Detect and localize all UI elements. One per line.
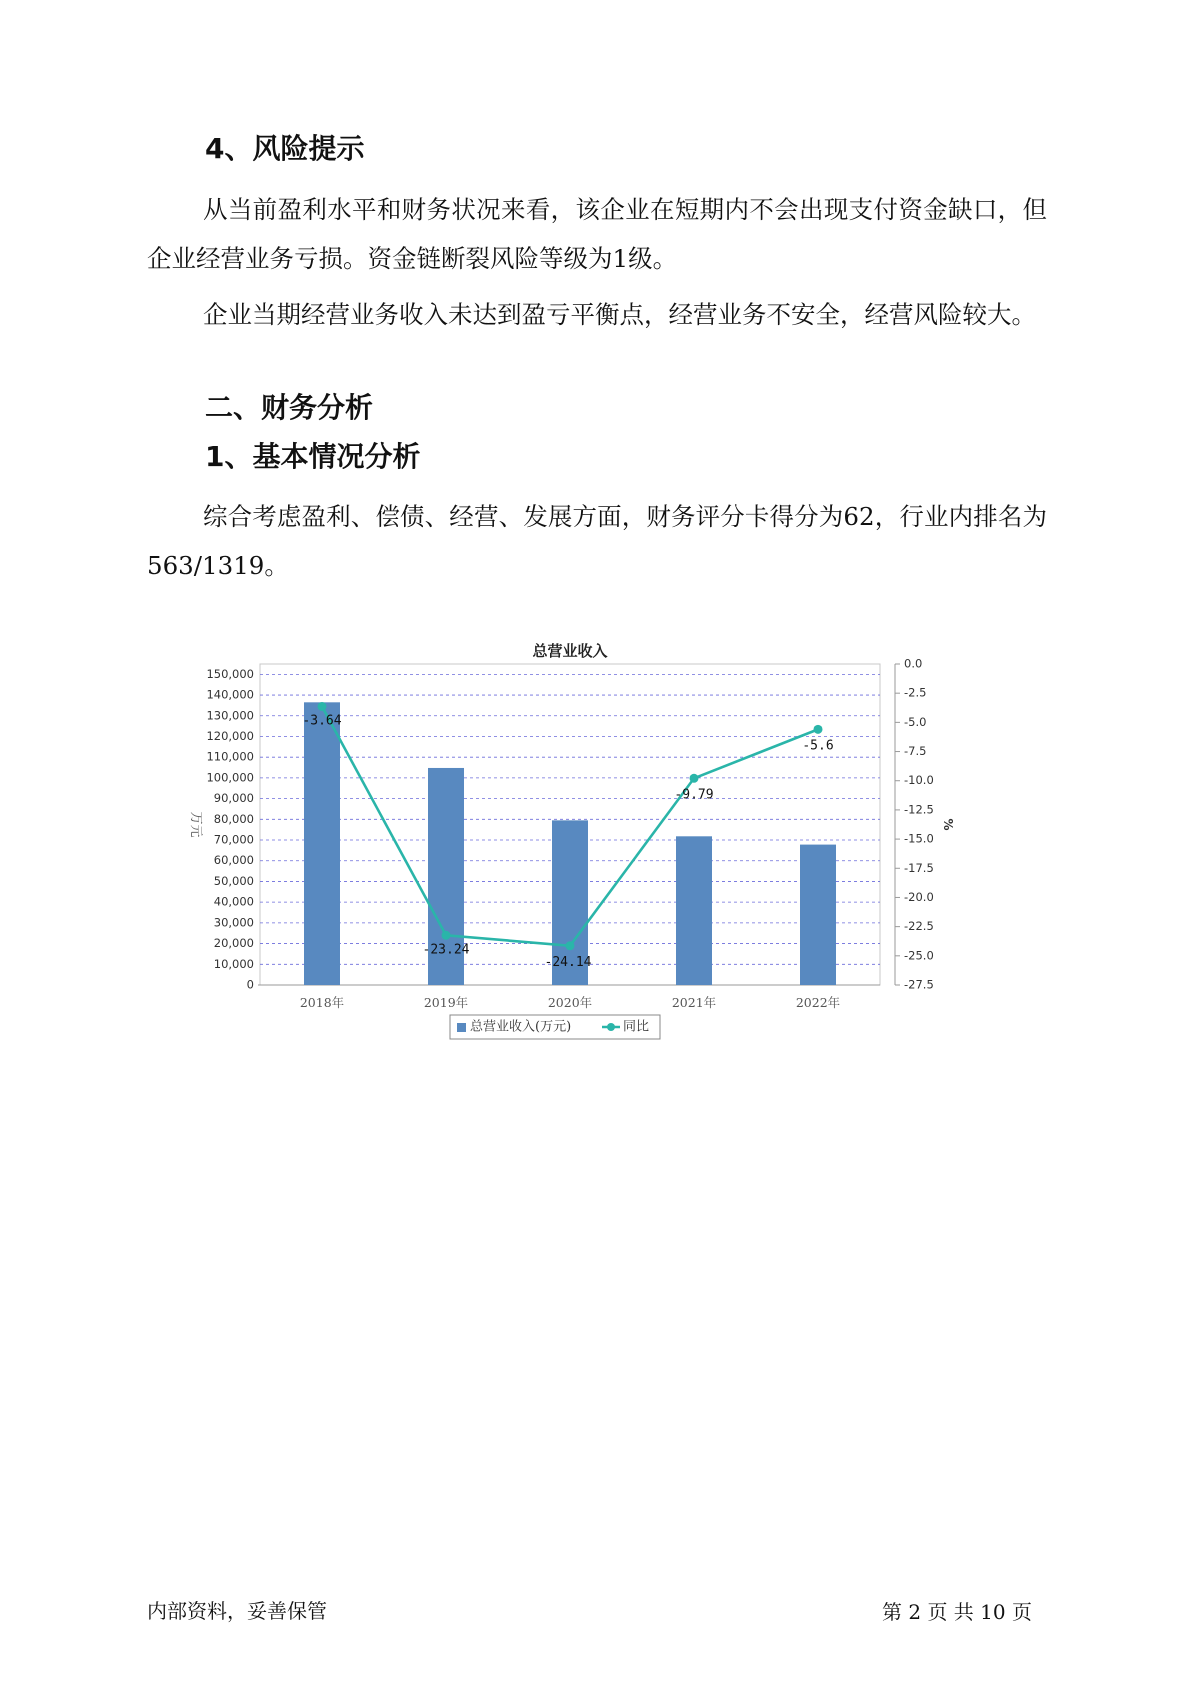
yoy-data-label: -9.79 [674,787,714,803]
y-tick-label: 50,000 [213,873,254,888]
y-tick-label: 140,000 [206,687,254,702]
basic-analysis-heading: 1、基本情况分析 [205,440,421,473]
yoy-data-label: -24.14 [544,954,592,970]
y-tick-label: 100,000 [206,770,254,785]
revenue-chart [180,640,980,1100]
y2-tick-label: -22.5 [904,919,934,934]
revenue-bar [304,702,340,985]
y2-tick-label: -17.5 [904,860,934,875]
y-axis-title: 万元 [188,811,203,838]
y-tick-label: 40,000 [213,894,254,909]
y2-tick-label: -7.5 [904,744,927,759]
y-tick-label: 90,000 [213,791,254,806]
revenue-bar [800,845,836,985]
y2-tick-label: -15.0 [904,831,934,846]
y2-tick-label: 0.0 [904,656,923,671]
footer-page-number: 第 2 页 共 10 页 [882,1600,1032,1624]
y2-tick-label: -10.0 [904,773,934,788]
yoy-point [814,725,823,734]
x-tick-label: 2019年 [423,995,469,1010]
risk-paragraph-1: 从当前盈利水平和财务状况来看，该企业在短期内不会出现支付资金缺口，但企业经营业务亏损。资金链断裂风险等级为1级。 [147,195,1047,273]
y-tick-label: 150,000 [206,666,254,681]
chart-title: 总营业收入 [532,642,608,661]
legend-line-marker [607,1023,615,1031]
y-tick-label: 10,000 [213,956,254,971]
risk-paragraph-2: 企业当期经营业务收入未达到盈亏平衡点，经营业务不安全，经营风险较大。 [203,300,1036,329]
y2-tick-label: -5.0 [904,714,927,729]
legend-bar-label: 总营业收入(万元) [470,1019,572,1035]
yoy-point [318,702,327,711]
yoy-point [442,931,451,940]
yoy-data-label: -5.6 [802,738,834,754]
yoy-data-label: -23.24 [422,942,470,958]
y-tick-label: 70,000 [213,832,254,847]
finance-analysis-heading: 二、财务分析 [205,391,374,424]
legend-bar-swatch [457,1023,466,1032]
y2-tick-label: -20.0 [904,889,934,904]
y-tick-label: 60,000 [213,853,254,868]
x-tick-label: 2020年 [547,995,593,1010]
yoy-data-label: -3.64 [302,713,342,729]
y-tick-label: 80,000 [213,811,254,826]
y-tick-label: 0 [246,977,254,992]
yoy-point [690,774,699,783]
legend-line-label: 同比 [623,1019,650,1035]
y2-tick-label: -12.5 [904,802,934,817]
x-tick-label: 2022年 [795,995,841,1010]
y-tick-label: 20,000 [213,936,254,951]
x-tick-label: 2018年 [299,995,345,1010]
basic-analysis-paragraph: 综合考虑盈利、偿债、经营、发展方面，财务评分卡得分为62，行业内排名为563/1319。 [147,502,1047,580]
revenue-chart-svg [180,640,980,1100]
y-tick-label: 110,000 [206,749,254,764]
footer-confidential-note: 内部资料，妥善保管 [147,1599,327,1623]
revenue-bar [676,836,712,985]
yoy-point [566,941,575,950]
y2-tick-label: -27.5 [904,977,934,992]
y-tick-label: 130,000 [206,708,254,723]
x-tick-label: 2021年 [671,995,717,1010]
y2-tick-label: -25.0 [904,948,934,963]
y2-axis-title: % [941,818,955,831]
y-tick-label: 120,000 [206,728,254,743]
y-tick-label: 30,000 [213,915,254,930]
y2-tick-label: -2.5 [904,685,927,700]
risk-heading: 4、风险提示 [205,132,365,165]
